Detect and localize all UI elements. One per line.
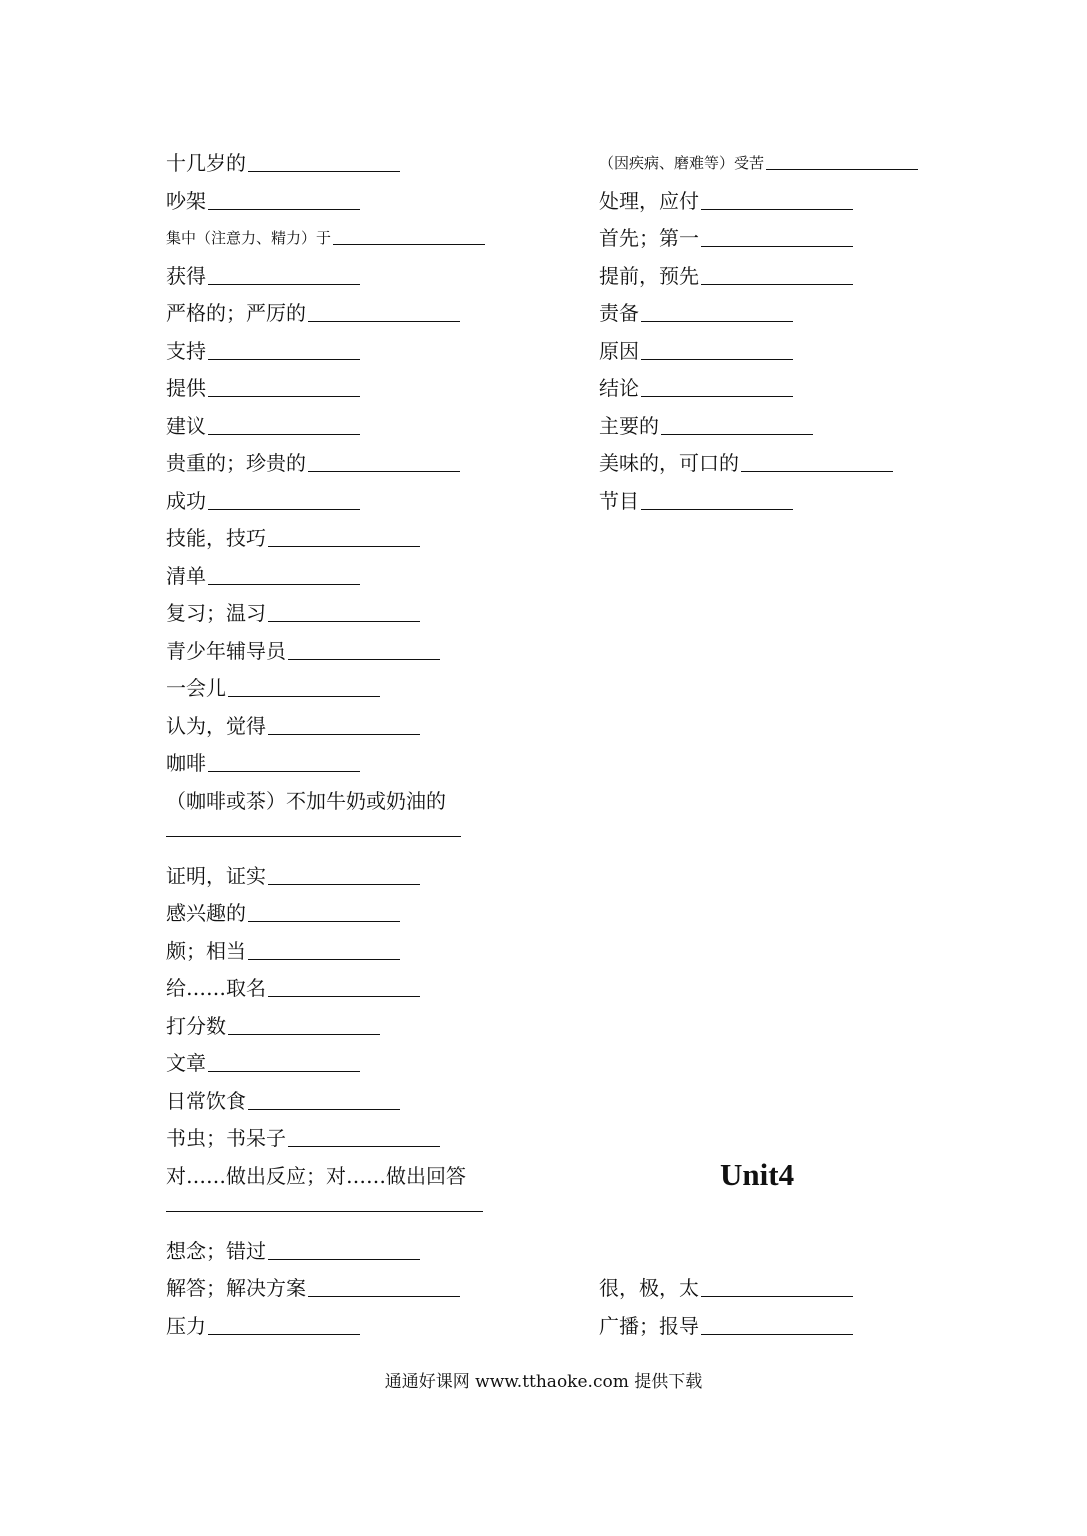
answer-blank-line: [333, 243, 485, 245]
vocab-label: 建议: [166, 413, 206, 438]
vocab-item: [166, 150, 400, 176]
vocab-label: 文章: [166, 1051, 206, 1075]
answer-blank-line: [268, 733, 420, 735]
answer-blank-line: [701, 245, 853, 247]
answer-blank-line: [641, 508, 793, 510]
vocab-label: 压力: [166, 1313, 206, 1338]
vocab-item: [166, 1088, 400, 1114]
vocab-item: [166, 1013, 380, 1039]
vocab-label: 责备: [599, 301, 639, 325]
vocab-label: 美味的，可口的: [599, 451, 739, 475]
vocab-item: [166, 975, 420, 1001]
vocab-label: 支持: [166, 338, 206, 363]
vocab-label: 成功: [166, 488, 206, 513]
vocab-item: [599, 150, 918, 176]
vocab-item: [166, 1125, 440, 1151]
vocab-item: [166, 863, 420, 889]
answer-blank-line: [208, 208, 360, 210]
answer-blank-line: [208, 1333, 360, 1335]
vocab-item: [599, 375, 793, 401]
vocab-label: 吵架: [166, 188, 206, 213]
answer-blank-line: [268, 883, 420, 885]
vocab-item: [166, 263, 360, 289]
answer-blank-line: [208, 283, 360, 285]
vocab-label: 很，极，太: [599, 1276, 699, 1300]
vocab-item: [599, 1313, 853, 1339]
vocab-label: 证明，证实: [166, 863, 266, 888]
vocab-label: 处理，应付: [599, 188, 699, 213]
vocab-item: [166, 225, 485, 251]
answer-blank-line: [308, 470, 460, 472]
vocab-label: 节目: [599, 488, 639, 513]
vocab-label: 获得: [166, 263, 206, 288]
vocab-label: （咖啡或茶）不加牛奶或奶油的: [166, 788, 446, 813]
vocab-label: 书虫；书呆子: [166, 1126, 286, 1150]
answer-blank-line: [248, 920, 400, 922]
vocab-label: 一会儿: [166, 676, 226, 700]
answer-blank-line: [701, 283, 853, 285]
answer-blank-line: [208, 508, 360, 510]
vocab-item: [166, 525, 420, 551]
answer-blank-line: [268, 995, 420, 997]
vocab-item: [599, 488, 793, 514]
footer-download-note: 通通好课网 www.tthaoke.com 提供下载: [384, 1372, 703, 1392]
answer-blank-line: [248, 170, 400, 172]
vocab-item: [166, 713, 420, 739]
vocab-label: 提前，预先: [599, 263, 699, 288]
answer-blank-line: [228, 695, 380, 697]
vocab-item: [166, 600, 420, 626]
vocab-label: 结论: [599, 376, 639, 400]
answer-blank-line: [641, 358, 793, 360]
vocab-label: 清单: [166, 563, 206, 588]
vocab-item: [166, 1313, 360, 1339]
vocab-label: 解答；解决方案: [166, 1276, 306, 1300]
answer-blank-line: [701, 208, 853, 210]
vocab-label: 想念；错过: [166, 1238, 266, 1263]
vocab-label: 咖啡: [166, 751, 206, 775]
vocab-item: [166, 488, 360, 514]
answer-blank-line: [288, 1145, 440, 1147]
answer-blank-line: [308, 1295, 460, 1297]
vocab-item: [166, 1050, 360, 1076]
vocab-item: [599, 225, 853, 251]
vocab-label: 打分数: [166, 1013, 226, 1038]
answer-blank-line: [661, 433, 813, 435]
vocab-label: 原因: [599, 338, 639, 363]
vocab-item: [166, 1238, 420, 1264]
vocab-label: 感兴趣的: [166, 901, 246, 925]
vocab-item: [166, 675, 380, 701]
vocab-label: 给……取名: [166, 976, 266, 1000]
vocab-item: [166, 638, 440, 664]
vocab-item: [599, 338, 793, 364]
vocab-label: 技能，技巧: [166, 526, 266, 550]
vocab-item: [166, 300, 460, 326]
answer-blank-line: [288, 658, 440, 660]
vocab-item: [166, 338, 360, 364]
vocab-label: （因疾病、磨难等）受苦: [599, 154, 765, 172]
answer-blank-line: [208, 433, 360, 435]
vocab-label: 对……做出反应；对……做出回答: [166, 1163, 466, 1188]
vocab-item: [166, 900, 400, 926]
vocab-label: 颇；相当: [166, 938, 246, 963]
vocab-item: [599, 413, 813, 439]
vocab-label: 主要的: [599, 413, 659, 438]
vocab-label: 十几岁的: [166, 151, 246, 175]
answer-blank-line: [166, 1211, 483, 1212]
answer-blank-line: [248, 1108, 400, 1110]
answer-blank-line: [741, 470, 893, 472]
vocab-label: 首先；第一: [599, 226, 699, 250]
vocab-label: 青少年辅导员: [166, 638, 286, 663]
vocab-item: [166, 788, 446, 814]
answer-blank-line: [308, 320, 460, 322]
answer-blank-line: [766, 168, 918, 170]
vocab-item: [166, 750, 360, 776]
vocab-label: 集中（注意力、精力）于: [166, 229, 332, 247]
vocab-item: [166, 450, 460, 476]
answer-blank-line: [208, 583, 360, 585]
vocab-item: [599, 188, 853, 214]
vocab-label: 复习；温习: [166, 601, 266, 625]
vocab-label: 广播；报导: [599, 1313, 699, 1338]
vocab-item: [599, 1275, 853, 1301]
answer-blank-line: [268, 545, 420, 547]
vocab-label: 严格的；严厉的: [166, 301, 306, 325]
answer-blank-line: [268, 1258, 420, 1260]
vocab-item: [166, 375, 360, 401]
answer-blank-line: [701, 1333, 853, 1335]
answer-blank-line: [208, 395, 360, 397]
vocab-label: 提供: [166, 376, 206, 400]
vocab-item: [599, 300, 793, 326]
vocab-label: 日常饮食: [166, 1088, 246, 1113]
vocab-item: [166, 188, 360, 214]
answer-blank-line: [166, 836, 461, 837]
vocab-label: 贵重的；珍贵的: [166, 451, 306, 475]
answer-blank-line: [208, 358, 360, 360]
answer-blank-line: [248, 958, 400, 960]
vocab-item: [166, 1163, 466, 1189]
answer-blank-line: [268, 620, 420, 622]
vocab-item: [599, 450, 893, 476]
vocab-item: [166, 938, 400, 964]
vocab-item: [599, 263, 853, 289]
vocab-item: [166, 413, 360, 439]
answer-blank-line: [641, 395, 793, 397]
answer-blank-line: [228, 1033, 380, 1035]
vocab-item: [166, 563, 360, 589]
answer-blank-line: [701, 1295, 853, 1297]
unit-heading: Unit4: [720, 1157, 795, 1192]
vocab-item: [166, 1275, 460, 1301]
answer-blank-line: [641, 320, 793, 322]
answer-blank-line: [208, 1070, 360, 1072]
answer-blank-line: [208, 770, 360, 772]
vocab-label: 认为，觉得: [166, 713, 266, 738]
